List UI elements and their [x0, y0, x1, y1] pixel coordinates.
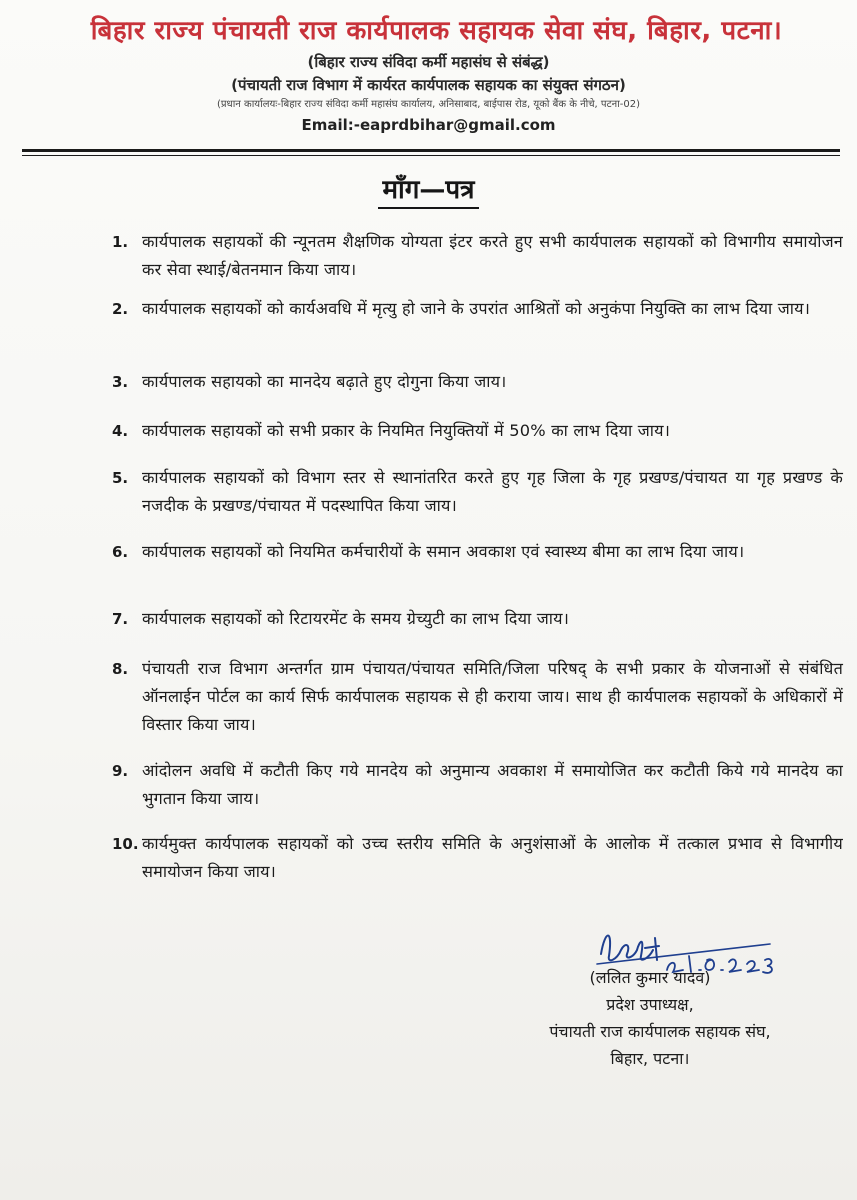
demand-text: कार्यपालक सहायको का मानदेय बढ़ाते हुए दोगुना किया जाय।: [142, 372, 507, 391]
demand-number: 3.: [112, 373, 129, 391]
signatory-designation: प्रदेश उपाध्यक्ष,: [606, 995, 694, 1014]
demand-number: 7.: [112, 610, 129, 628]
signatory-place: बिहार, पटना।: [610, 1049, 690, 1068]
demand-text: कार्यमुक्त कार्यपालक सहायकों को उच्च स्तरीय समिति के अनुशंसाओं के आलोक में तत्काल प्रभाव से विभागीय समायोजन किया जाय।: [142, 834, 843, 881]
demand-text: कार्यपालक सहायकों को रिटायरमेंट के समय ग्रेच्युटी का लाभ दिया जाय।: [142, 609, 570, 628]
demand-text: कार्यपालक सहायकों को नियमित कर्मचारीयों के समान अवकाश एवं स्वास्थ्य बीमा का लाभ दिया जाय।: [142, 542, 745, 561]
affiliation-line: (बिहार राज्य संविदा कर्मी महासंघ से संबंद्ध): [307, 53, 550, 71]
demand-text: कार्यपालक सहायकों को सभी प्रकार के नियमित नियुक्तियों में 50% का लाभ दिया जाय।: [142, 421, 671, 440]
organization-title: बिहार राज्य पंचायती राज कार्यपालक सहायक सेवा संघ, बिहार, पटना।: [90, 16, 783, 46]
demand-number: 5.: [112, 469, 129, 487]
document-title: [0, 170, 857, 206]
email-address: Email:-eaprdbihar@gmail.com: [301, 116, 556, 134]
organization-subtitle: (पंचायती राज विभाग में कार्यरत कार्यपालक सहायक का संयुक्त संगठन): [231, 76, 626, 94]
signatory-name: (ललित कुमार यादव): [589, 968, 711, 987]
demand-number: 9.: [112, 762, 129, 780]
signatory-organization: पंचायती राज कार्यपालक सहायक संघ,: [549, 1022, 771, 1041]
office-address: (प्रधान कार्यालयः-बिहार राज्य संविदा कर्मी महासंघ कार्यालय, अनिसाबाद, बाईपास रोड, यूको बैंक के नीचे, पटना-02): [216, 99, 641, 110]
demand-number: 8.: [112, 660, 129, 678]
demand-text: कार्यपालक सहायकों को कार्यअवधि में मृत्यु हो जाने के उपरांत आश्रितों को अनुकंपा नियुक्ति का लाभ दिया जाय।: [142, 299, 811, 318]
header-divider-thick: [22, 149, 840, 152]
demand-text: कार्यपालक सहायकों की न्यूनतम शैक्षणिक योग्यता इंटर करते हुए सभी कार्यपालक सहायकों को विभागीय समायोजन कर सेवा स्थाई/बेतनमान किया जाय।: [142, 232, 843, 279]
letterhead: [0, 14, 857, 135]
demand-text: आंदोलन अवधि में कटौती किए गये मानदेय को अनुमान्य अवकाश में समायोजित कर कटौती किये गये मानदेय का भुगतान किया जाय।: [142, 761, 843, 808]
document-title-text: माँग—पत्र: [378, 175, 478, 209]
demand-text: कार्यपालक सहायकों को विभाग स्तर से स्थानांतरित करते हुए गृह जिला के गृह प्रखण्ड/पंचायत या गृह प्रखण्ड के नजदीक के प्रखण्ड/पंचायत में पदस्थापित किया जाय।: [142, 468, 843, 515]
demand-number: 6.: [112, 543, 129, 561]
demand-number: 4.: [112, 422, 129, 440]
header-divider-thin: [22, 155, 840, 156]
demand-text: पंचायती राज विभाग अन्तर्गत ग्राम पंचायत/पंचायत समिति/जिला परिषद् के सभी प्रकार के योजनाओं से संबंधित ऑनलाईन पोर्टल का कार्य सिर्फ कार्यपालक सहायक से ही कराया जाय। साथ ही कार्यपालक सहायकों के अधिकारों में विस्तार किया जाय।: [142, 659, 843, 734]
demand-number: 2.: [112, 300, 129, 318]
demand-number: 1.: [112, 233, 129, 251]
demand-number: 10.: [112, 835, 139, 853]
